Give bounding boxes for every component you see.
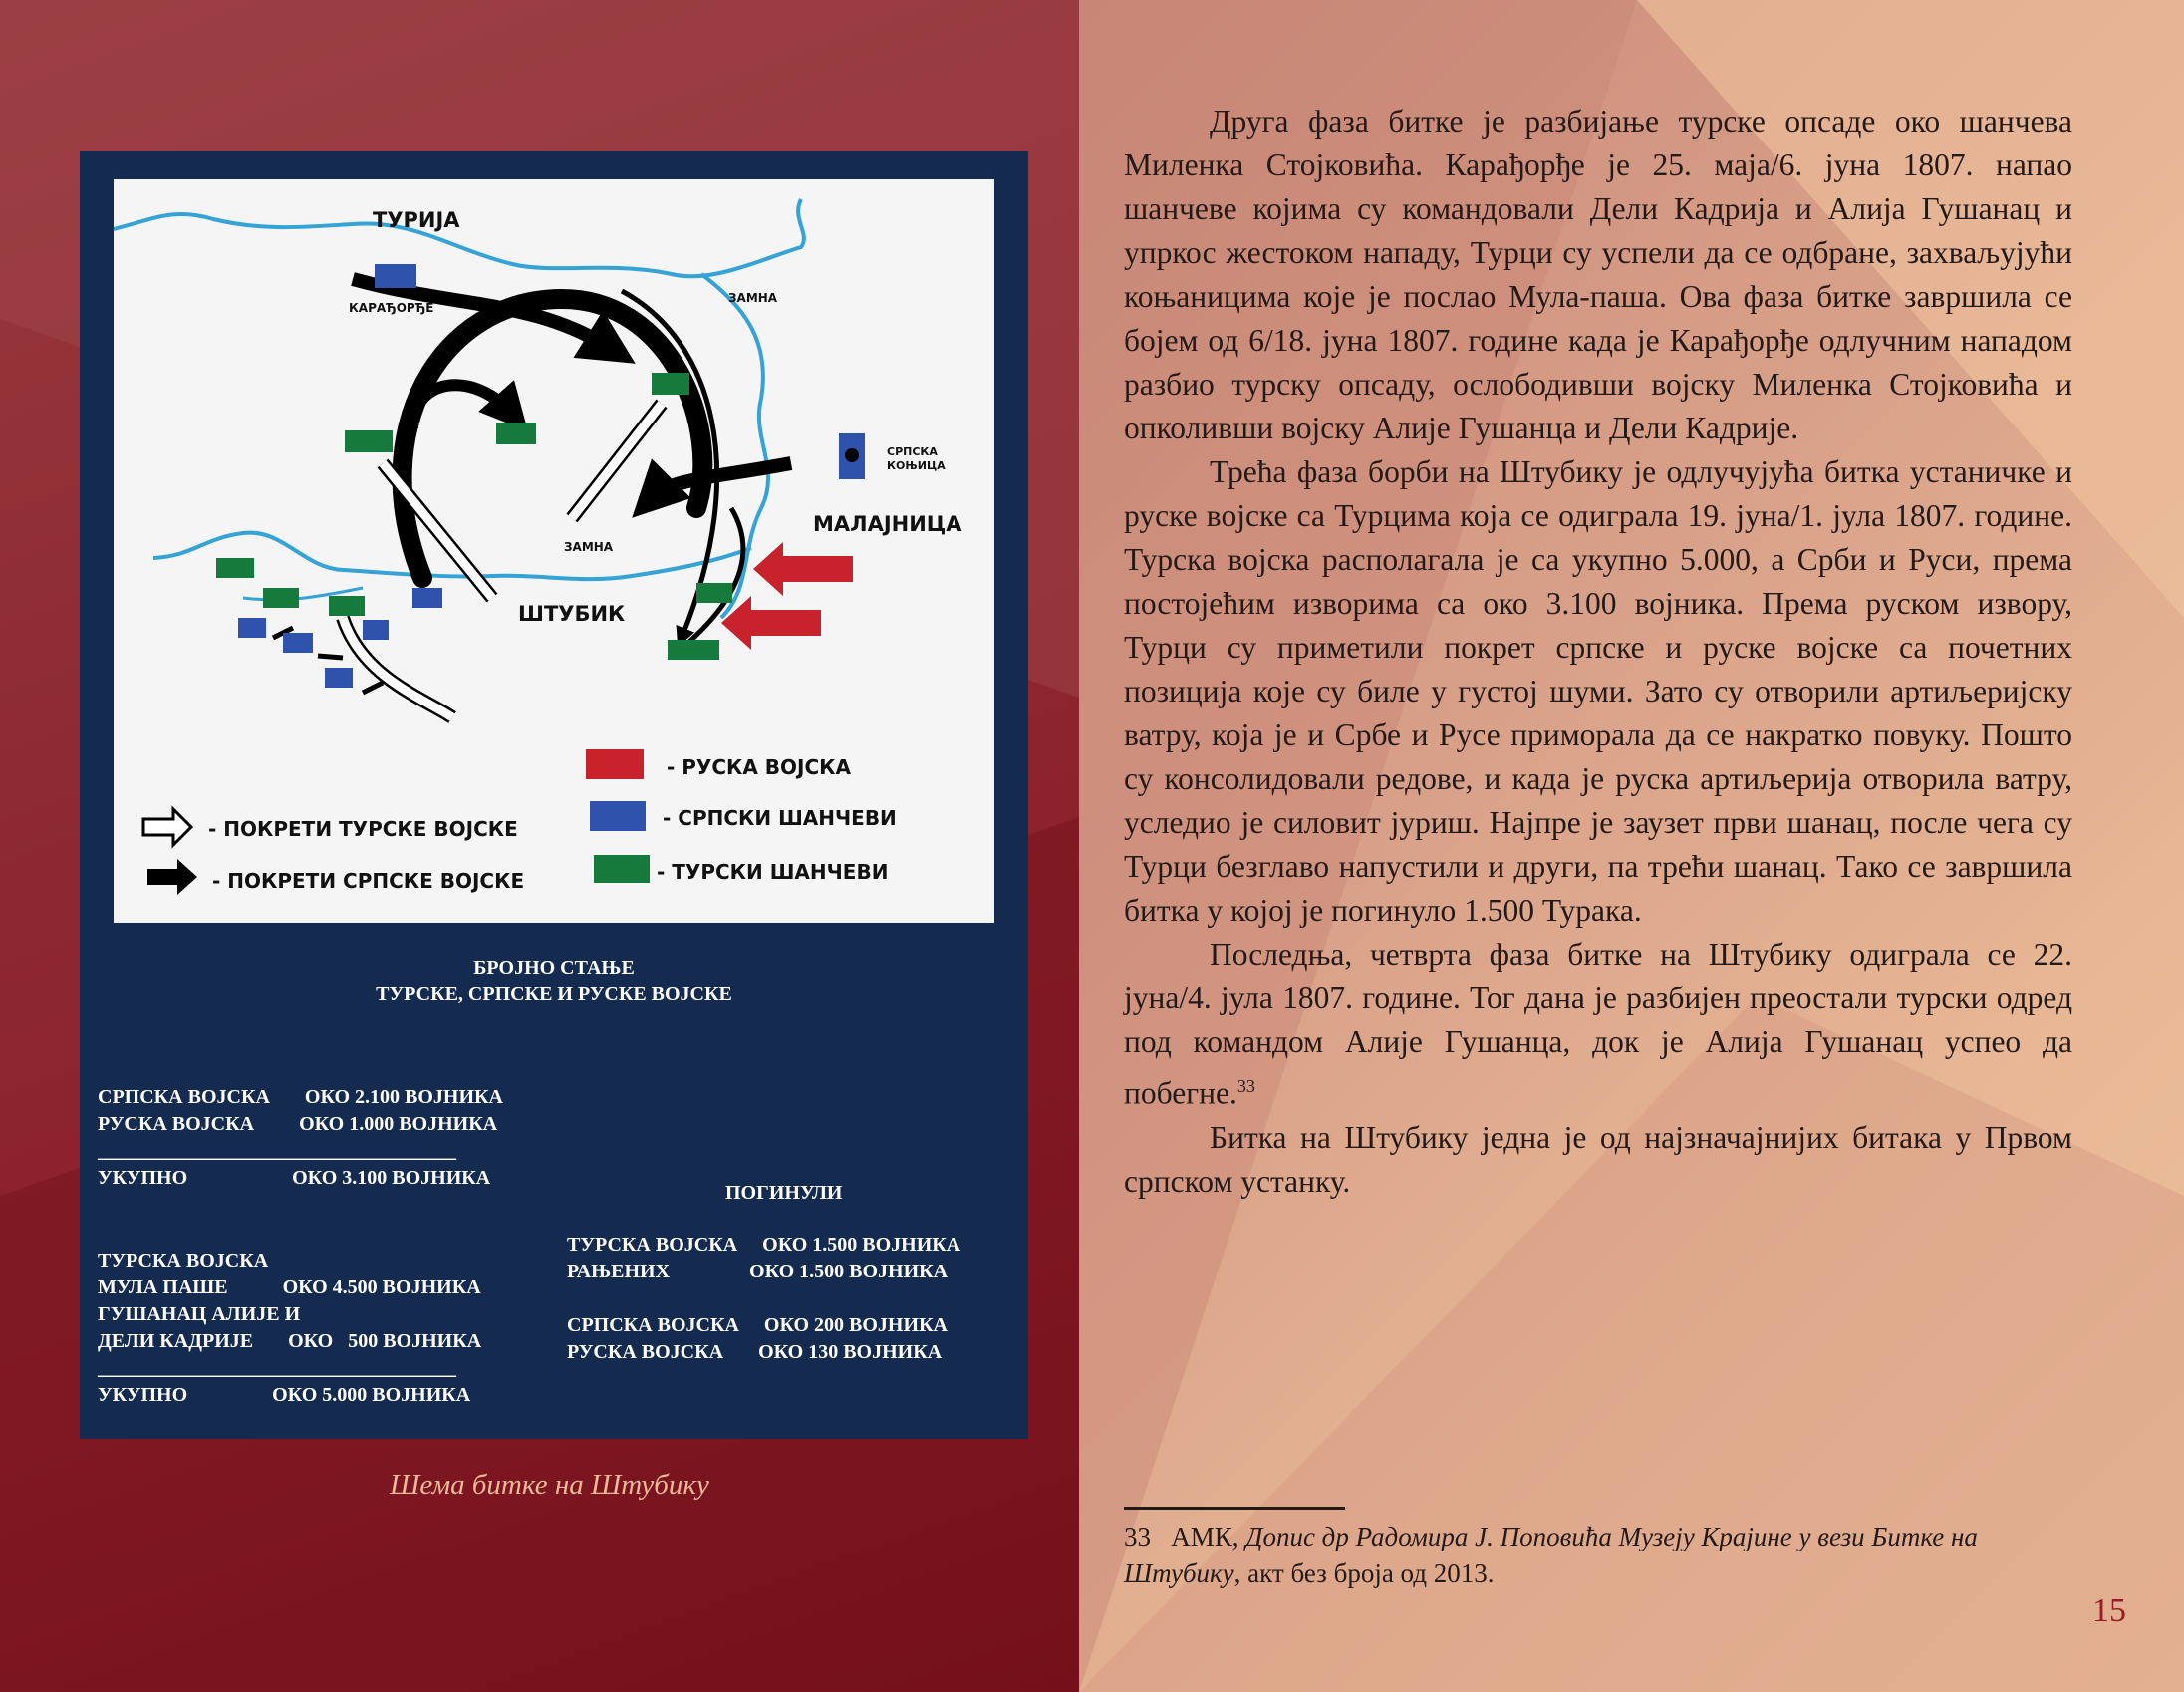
figure-caption: Шема битке на Штубику: [390, 1469, 709, 1501]
legend-turkish-trenches: - ТУРСКИ ШАНЧЕВИ: [657, 860, 889, 884]
footnote-suffix: , акт без броја од 2013.: [1233, 1558, 1495, 1588]
paragraph-phase-four: [1124, 933, 2072, 1116]
footnote: [1124, 1519, 2072, 1592]
page-number: 15: [2092, 1592, 2126, 1629]
paragraph-phase-four-text: Последња, четврта фаза битке на Штубику одиграла се 22. јуна/4. јула 1807. године. Тог дана је разбијен преостали турски одред под командом Алије Гушанца, док је Алија Гушанац успео да побегне.: [1124, 937, 2072, 1111]
footnote-divider: [1124, 1507, 1345, 1510]
legend-serbian-moves: - ПОКРЕТИ СРПСКЕ ВОЈСКЕ: [212, 869, 525, 893]
stats-turkish-forces: ТУРСКА ВОЈСКА МУЛА ПАШЕ ОКО 4.500 ВОЈНИКА ГУШАНАЦ АЛИЈЕ И ДЕЛИ КАДРИЈЕ ОКО 500 ВОЈНИКА ____________________________________ УКУПНО ОКО 5.000 ВОЈНИКА: [98, 1250, 482, 1406]
battle-scheme-panel: [80, 151, 1028, 1439]
footnote-ref[interactable]: 33: [1236, 1076, 1255, 1096]
battle-map-drawing: [114, 179, 994, 923]
paragraph-conclusion: Битка на Штубику једна је од најзначајнијих битака у Првом српском устанку.: [1124, 1119, 2072, 1199]
label-srpska-konjica: СРПСКА КОЊИЦА: [887, 445, 946, 472]
stats-killed: ТУРСКА ВОЈСКА ОКО 1.500 ВОЈНИКА РАЊЕНИХ ОКО 1.500 ВОЈНИКА СРПСКА ВОЈСКА ОКО 200 ВОЈНИКА РУСКА ВОЈСКА ОКО 130 ВОЈНИКА: [567, 1234, 961, 1363]
stats-killed-title: ПОГИНУЛИ: [725, 1182, 843, 1204]
legend-serbian-trenches: - СРПСКИ ШАНЧЕВИ: [663, 806, 897, 830]
label-zamna-mid: ЗАМНА: [564, 540, 614, 554]
paragraph-phase-two: Друга фаза битке је разбијање турске опсаде око шанчева Миленка Стојковића. Карађорђе је 25. маја/6. јуна 1807. напао шанчеве којима су командовали Дели Кадрија и Алија Гушанац и упркос жестоком нападу, Турци су успели да се одбране, захваљујући коњаницима које је послао Мула-паша. Ова фаза битке завршила се бојем од 6/18. јуна 1807. године када је Карађорђе одлучним нападом разбио турску опсаду, ослободивши војску Миленка Стојковића и опколивши војску Алије Гушанца и Дели Кадрије.: [1124, 104, 2072, 445]
battle-map: [114, 179, 994, 923]
paragraph-phase-three: Трећа фаза борби на Штубику је одлучујућа битка устаничке и руске војске са Турцима која се одиграла 19. јуна/1. јула 1807. године. Турска војска располагала је са укупно 5.000, а Срби и Руси, према постојећим изворима са око 3.100 војника. Према руском извору, Турци су приметили покрет српске и руске војске са почетних позиција које су биле у густој шуми. Зато су отворили артиљеријску ватру, која је и Србе и Русе приморала да се накратко повуку. Пошто су консолидовали редове, и када је руска артиљерија отворила ватру, уследио је силовит јуриш. Најпре је заузет први шанац, после чега су Турци безглаво напустили и други, па трећи шанац. Тако се завршила битка у којој је погинуло 1.500 Турака.: [1124, 454, 2072, 928]
turkish-move-arrow-3: [343, 618, 452, 717]
label-karadjordje: КАРАЂОРЂЕ: [349, 301, 434, 315]
label-stubik: ШТУБИК: [518, 602, 626, 626]
label-turija: ТУРИЈА: [373, 208, 460, 232]
body-text: [1124, 100, 2072, 1204]
label-zamna-top: ЗАМНА: [728, 291, 778, 305]
left-page: [0, 0, 1079, 1692]
legend-russian-army: - РУСКА ВОЈСКА: [667, 755, 851, 779]
footnote-number: 33: [1124, 1522, 1151, 1551]
footnote-prefix: АМК,: [1171, 1522, 1239, 1551]
label-malajnica: МАЛАЈНИЦА: [813, 512, 962, 536]
serbian-move-arrow-3: [412, 385, 512, 428]
stats-allied-forces: СРПСКА ВОЈСКА ОКО 2.100 ВОЈНИКА РУСКА ВОЈСКА ОКО 1.000 ВОЈНИКА ____________________________________ УКУПНО ОКО 3.100 ВОЈНИКА: [98, 1086, 503, 1189]
legend-turkish-moves: - ПОКРЕТИ ТУРСКЕ ВОЈСКЕ: [208, 817, 518, 841]
footnote-title: Допис др Радомира Ј. Поповића Музеју Крајине у вези Битке на Штубику: [1124, 1522, 1978, 1588]
stats-title: БРОЈНО СТАЊЕ ТУРСКЕ, СРПСКЕ И РУСКЕ ВОЈСКЕ: [376, 957, 732, 1005]
